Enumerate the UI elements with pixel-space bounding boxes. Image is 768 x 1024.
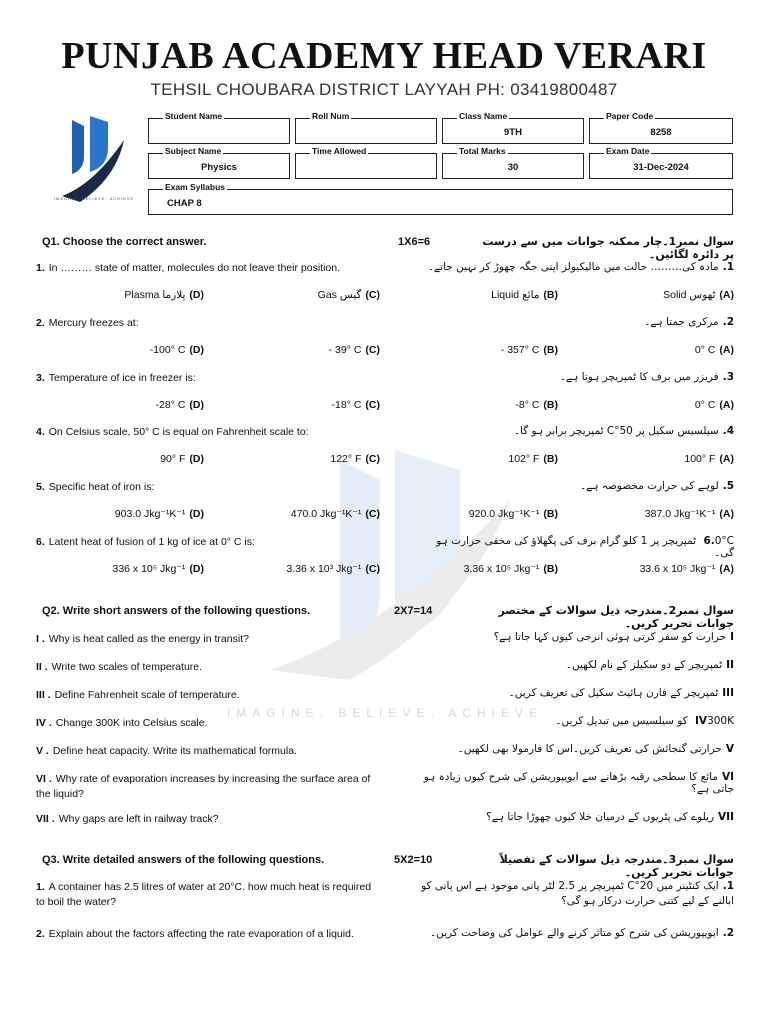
option-letter: (D) (189, 508, 204, 520)
field-value: 9TH (504, 127, 522, 138)
question-text: On Celsius scale, 50° C is equal on Fahrenheit scale to: (48, 426, 309, 438)
option-a[interactable] (695, 344, 734, 356)
question-number-urdu: 2. (722, 316, 734, 328)
question-number: V . (36, 745, 49, 757)
long-question (36, 927, 381, 942)
option-c[interactable] (332, 399, 380, 411)
option-c[interactable] (329, 344, 380, 356)
short-question-urdu (404, 715, 734, 727)
question-text-urdu: ایک کنٹینر میں 20°C ٹمپریچر پر 2.5 لٹر پانی موجود ہے اس پانی کو ابالنے کے لیے کتنی حرارت درکار ہو گی؟ (421, 880, 734, 907)
subject-name-field[interactable] (148, 146, 290, 179)
field-label: Subject Name (165, 146, 222, 156)
q2-urdu-heading: سوال نمبر2۔مندرجہ ذیل سوالات کے مختصر جوابات تحریر کریں۔ (498, 604, 734, 630)
option-text: Plasma پلازما (124, 289, 186, 301)
option-letter: (D) (189, 344, 204, 356)
field-value: CHAP 8 (167, 198, 202, 209)
question-text: Define Fahrenheit scale of temperature. (54, 689, 240, 701)
exam-date-field[interactable] (589, 146, 733, 179)
question-text: Why rate of evaporation increases by increasing the surface area of the liquid? (36, 773, 371, 800)
question-number: IV . (36, 717, 52, 729)
field-value: 30 (507, 162, 519, 173)
option-letter: (A) (719, 289, 734, 301)
mcq-question-urdu (414, 535, 734, 559)
mcq-question-urdu (414, 425, 734, 437)
option-text: 90° F (160, 453, 186, 465)
question-number: II . (36, 661, 48, 673)
short-question (36, 772, 376, 802)
option-d[interactable] (156, 399, 204, 411)
option-letter: (A) (719, 508, 734, 520)
exam-syllabus-field[interactable] (148, 182, 733, 215)
q2-marks: 2X7=14 (394, 605, 433, 617)
option-a[interactable] (645, 508, 734, 520)
question-text-urdu: سیلسیس سکیل پر 50°C ٹمپریچر برابر ہو گا۔ (513, 425, 719, 437)
question-text: Temperature of ice in freezer is: (48, 372, 196, 384)
question-number: 3. (36, 372, 45, 384)
option-letter: (B) (543, 344, 558, 356)
question-text-urdu: مرکری جمتا ہے۔ (644, 316, 719, 328)
field-value: 31-Dec-2024 (633, 162, 689, 173)
question-text: Write two scales of temperature. (51, 661, 203, 673)
question-text-urdu: ٹمپریچر کے دو سکیلز کے نام لکھیں۔ (565, 659, 723, 671)
question-number: VII . (36, 813, 55, 825)
logo-tagline: IMAGINE, BELIEVE, ACHIEVE (53, 196, 135, 201)
field-label: Time Allowed (312, 146, 367, 156)
field-label: Total Marks (459, 146, 506, 156)
short-question (36, 744, 376, 759)
option-letter: (B) (543, 399, 558, 411)
option-letter: (B) (543, 289, 558, 301)
short-question-urdu (404, 811, 734, 823)
option-b[interactable] (469, 508, 558, 520)
question-text-urdu: 0°C ٹمپریچر پر 1 کلو گرام برف کی پگھلاؤ کی مخفی حرارت ہو گی۔ (436, 535, 734, 559)
option-letter: (A) (719, 399, 734, 411)
option-d[interactable] (124, 289, 204, 301)
option-letter: (D) (189, 453, 204, 465)
q3-heading: Q3. Write detailed answers of the following questions. (42, 854, 325, 866)
q3-marks: 5X2=10 (394, 854, 433, 866)
option-letter: (B) (543, 508, 558, 520)
option-letter: (C) (365, 399, 380, 411)
option-a[interactable] (684, 453, 734, 465)
option-text: -18° C (331, 399, 362, 411)
long-question-urdu (404, 926, 734, 941)
option-letter: (B) (543, 453, 558, 465)
option-text: 122° F (330, 453, 362, 465)
mcq-question (36, 536, 376, 548)
question-number: 4. (36, 426, 45, 438)
long-question (36, 880, 381, 910)
field-value: 8258 (650, 127, 672, 138)
question-text: Mercury freezes at: (48, 317, 139, 329)
option-a[interactable] (640, 563, 734, 575)
question-text: Explain about the factors affecting the rate evaporation of a liquid. (48, 928, 354, 940)
option-text: 3.36 x 10³ Jkg⁻¹ (286, 563, 362, 575)
field-label: Paper Code (606, 111, 654, 121)
option-d[interactable] (115, 508, 204, 520)
option-text: 100° F (684, 453, 716, 465)
option-letter: (C) (365, 563, 380, 575)
option-text: - 39° C (328, 344, 362, 356)
option-b[interactable] (508, 453, 558, 465)
option-b[interactable] (491, 289, 558, 301)
option-letter: (C) (365, 453, 380, 465)
question-text-urdu: حرارتی گنجائش کی تعریف کریں۔اس کا فارمولا بھی لکھیں۔ (457, 743, 722, 755)
question-number-urdu: VI (721, 771, 734, 783)
question-number-urdu: III (722, 687, 734, 699)
option-text: 387.0 Jkg⁻¹K⁻¹ (644, 508, 716, 520)
total-marks-field[interactable] (442, 146, 584, 179)
question-number-urdu: 1. (722, 880, 734, 892)
question-text: Latent heat of fusion of 1 kg of ice at 0° C is: (48, 536, 255, 548)
question-number: 5. (36, 481, 45, 493)
option-text: -28° C (155, 399, 186, 411)
option-text: - 357° C (500, 344, 540, 356)
mcq-question (36, 481, 376, 493)
question-text-urdu: مادہ کی……… حالت میں مالیکیولز اپنی جگہ چھوڑ کر نہیں جاتے۔ (427, 261, 719, 273)
option-d[interactable] (112, 563, 204, 575)
question-text: Why is heat called as the energy in transit? (48, 633, 249, 645)
option-letter: (C) (365, 508, 380, 520)
option-letter: (A) (719, 453, 734, 465)
option-letter: (B) (543, 563, 558, 575)
short-question (36, 632, 376, 647)
question-number-urdu: 3. (722, 371, 734, 383)
field-label: Roll Num (312, 111, 350, 121)
watermark-text: IMAGINE, BELIEVE, ACHIEVE (226, 706, 544, 720)
q1-marks: 1X6=6 (398, 236, 431, 248)
option-letter: (A) (719, 344, 734, 356)
option-d[interactable] (150, 344, 204, 356)
question-text: A container has 2.5 litres of water at 20°C. how much heat is required to boil the water? (36, 881, 372, 908)
option-text: 920.0 Jkg⁻¹K⁻¹ (468, 508, 540, 520)
option-b[interactable] (515, 399, 558, 411)
short-question-urdu (404, 687, 734, 699)
option-text: 0° C (694, 344, 716, 356)
question-number: I . (36, 633, 45, 645)
question-number-urdu: I (730, 631, 734, 643)
question-number: 1. (36, 881, 45, 893)
question-number-urdu: V (725, 743, 734, 755)
roll-num-field[interactable] (295, 111, 437, 144)
field-label: Class Name (459, 111, 508, 121)
question-text-urdu: لوہے کی حرارت مخصوصہ ہے۔ (580, 480, 719, 492)
question-text: In ……… state of matter, molecules do not leave their position. (48, 262, 340, 274)
mcq-question (36, 372, 376, 384)
option-text: Gas گیس (317, 289, 362, 301)
paper-code-field[interactable] (589, 111, 733, 144)
mcq-question (36, 317, 376, 329)
question-number-urdu: 1. (722, 261, 734, 273)
short-question-urdu (404, 743, 734, 755)
question-text: Why gaps are left in railway track? (58, 813, 219, 825)
option-c[interactable] (286, 563, 380, 575)
field-value: Physics (201, 162, 237, 173)
question-number: 2. (36, 928, 45, 940)
mcq-question-urdu (414, 480, 734, 492)
mcq-question-urdu (414, 371, 734, 383)
question-number-urdu: 2. (722, 927, 734, 939)
short-question-urdu (404, 659, 734, 671)
time-allowed-field[interactable] (295, 146, 437, 179)
academy-subtitle: TEHSIL CHOUBARA DISTRICT LAYYAH PH: 03419800487 (150, 80, 618, 99)
question-number: VI . (36, 773, 52, 785)
option-c[interactable] (318, 289, 380, 301)
option-text: 0° C (694, 399, 716, 411)
short-question (36, 716, 376, 731)
question-number: 2. (36, 317, 45, 329)
question-text-urdu: حرارت کو سفر کرتی ہوئی انرجی کیوں کہا جاتا ہے؟ (493, 631, 727, 643)
option-b[interactable] (501, 344, 558, 356)
q1-urdu-heading: سوال نمبر1۔چار ممکنہ جوابات میں سے درست پر دائرہ لگائیں۔ (482, 235, 734, 261)
question-number: III . (36, 689, 51, 701)
question-text-urdu: ریلوے کی پٹریوں کے درمیان خلا کیوں چھوڑا جاتا ہے؟ (486, 811, 715, 823)
question-text-urdu: ٹمپریچر کے فارن ہائیٹ سکیل کی تعریف کریں۔ (508, 687, 719, 699)
short-question (36, 688, 376, 703)
short-question-urdu (404, 771, 734, 795)
question-text-urdu: مائع کا سطحی رقبہ بڑھانے سے ایویپوریشن کی شرح کیوں زیادہ ہو جاتی ہے؟ (423, 771, 734, 795)
option-text: 102° F (508, 453, 540, 465)
field-label: Exam Date (606, 146, 650, 156)
q3-urdu-heading: سوال نمبر3۔مندرجہ ذیل سوالات کے تفصیلاً جوابات تحریر کریں۔ (499, 853, 734, 879)
option-text: -100° C (149, 344, 186, 356)
option-letter: (A) (719, 563, 734, 575)
question-number-urdu: IV (695, 715, 708, 727)
short-question (36, 660, 376, 675)
student-name-field[interactable] (148, 111, 290, 144)
option-c[interactable] (291, 508, 380, 520)
question-text-urdu: فریزر میں برف کا ٹمپریچر ہوتا ہے۔ (559, 371, 719, 383)
option-a[interactable] (695, 399, 734, 411)
option-letter: (D) (189, 399, 204, 411)
field-label: Student Name (165, 111, 223, 121)
option-text: 33.6 x 10⁵ Jkg⁻¹ (639, 563, 716, 575)
field-label: Exam Syllabus (165, 182, 226, 192)
question-text: Change 300K into Celsius scale. (55, 717, 208, 729)
question-number: 6. (36, 536, 45, 548)
long-question-urdu (404, 879, 734, 909)
option-a[interactable] (663, 289, 734, 301)
option-text: 336 x 10⁵ Jkg⁻¹ (112, 563, 186, 575)
option-letter: (D) (189, 289, 204, 301)
option-text: 903.0 Jkg⁻¹K⁻¹ (114, 508, 186, 520)
option-b[interactable] (464, 563, 558, 575)
option-letter: (D) (189, 563, 204, 575)
mcq-question-urdu (414, 261, 734, 273)
question-number: 1. (36, 262, 45, 274)
mcq-question (36, 262, 376, 274)
option-d[interactable] (160, 453, 204, 465)
short-question (36, 812, 376, 827)
option-c[interactable] (330, 453, 380, 465)
question-text: Specific heat of iron is: (48, 481, 155, 493)
question-number-urdu: II (726, 659, 734, 671)
academy-title: PUNJAB ACADEMY HEAD VERARI (61, 35, 707, 77)
question-number-urdu: VII (718, 811, 734, 823)
q2-heading: Q2. Write short answers of the following questions. (42, 605, 311, 617)
question-text-urdu: ایویپوریشن کی شرح کو متاثر کرنے والے عوامل کی وضاحت کریں۔ (429, 927, 719, 939)
class-name-field[interactable] (442, 111, 584, 144)
option-letter: (C) (365, 289, 380, 301)
short-question-urdu (404, 631, 734, 643)
question-number-urdu: 6. (703, 535, 715, 547)
q1-heading: Q1. Choose the correct answer. (42, 236, 207, 248)
option-text: 470.0 Jkg⁻¹K⁻¹ (290, 508, 362, 520)
option-letter: (C) (365, 344, 380, 356)
question-number-urdu: 5. (722, 480, 734, 492)
mcq-question (36, 426, 376, 438)
option-text: Liquid مائع (491, 289, 540, 301)
question-number-urdu: 4. (722, 425, 734, 437)
question-text-urdu: 300K کو سیلسیس میں تبدیل کریں۔ (555, 715, 734, 727)
option-text: 3.36 x 10⁵ Jkg⁻¹ (463, 563, 540, 575)
option-text: Solid ٹھوس (663, 289, 716, 301)
mcq-question-urdu (414, 316, 734, 328)
option-text: -8° C (515, 399, 540, 411)
question-text: Define heat capacity. Write its mathematical formula. (52, 745, 297, 757)
